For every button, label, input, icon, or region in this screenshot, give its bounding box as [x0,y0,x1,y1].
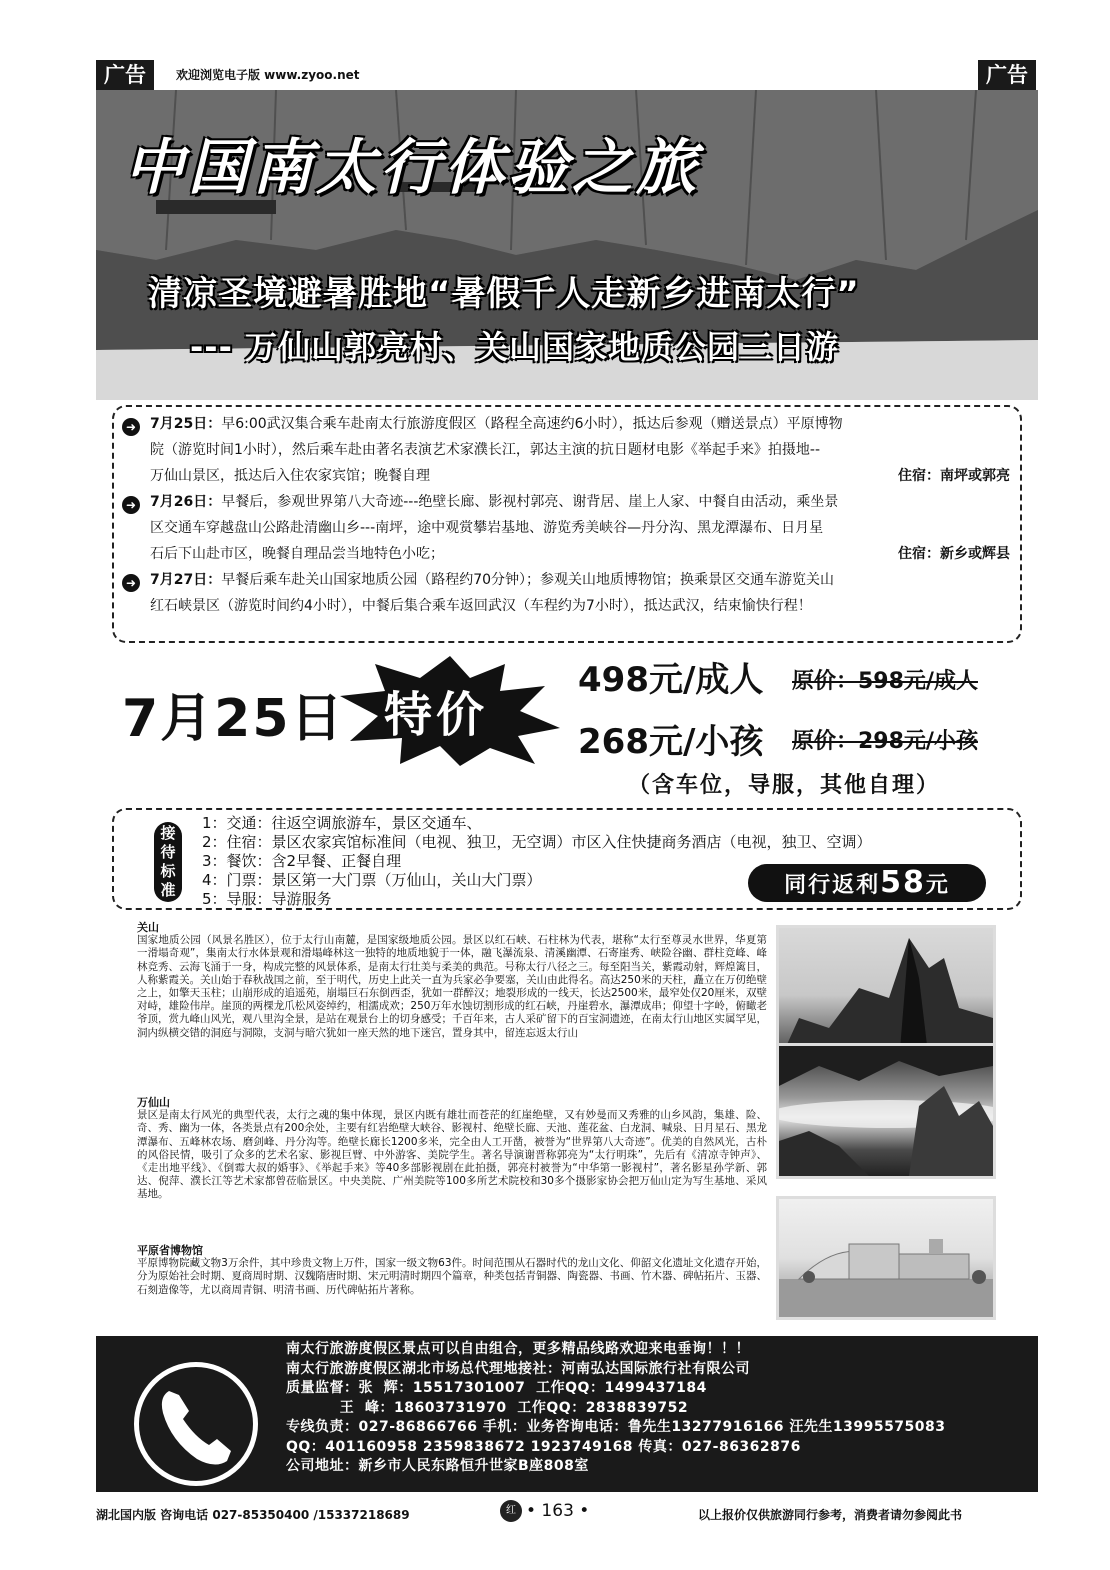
article-museum [137,1244,767,1297]
day-text: 红石峡景区（游览时间约4小时），中餐后集合乘车返回武汉（车程约为7小时），抵达武汉，结束愉快行程！ [150,598,812,614]
article-text: 景区是南太行风光的典型代表，太行之魂的集中体现，景区内既有雄壮而苍茫的红崖绝壁，又有妙曼而又秀雅的山乡风韵，集雄、险、奇、秀、幽为一体，各类景点有200余处，主要有红岩绝壁大峡谷、影视村、绝壁长廊、天池、莲花盆、白龙洞、喊泉、日月星石、黑龙潭瀑布、五峰林农场、磨剑峰、丹分沟等。绝壁长廊长1200多米，完全由人工开凿，被誉为“世界第八大奇迹”。优美的自然风光，古朴的风俗民情，吸引了众多的艺术名家、影视巨臂、中外游客、美院学生。著名导演谢晋称郭亮为“太行明珠”，先后有《清凉寺钟声》、《走出地平线》、《倒霉大叔的婚事》、《举起手来》等40多部影视剧在此拍摄，郭亮村被誉为“中华第一影视村”，著名影星孙学新、郭达、倪萍、濮长江等艺术家都曾莅临景区。中央美院、广州美院等100多所艺术院校和30多个摄影家协会把万仙山定为写生基地、采风基地。 [137,1109,767,1201]
article-guanshan [137,921,767,1040]
day-text: 早餐后，参观世界第八大奇迹---绝壁长廊、影视村郭亮、谢背居、崖上人家、中餐自由活动，乘坐景 [221,494,839,510]
footer-left: 湖北国内版 咨询电话 027-85350400 /15337218689 [96,1508,410,1522]
ad-tag-right: 广告 [978,60,1036,90]
day-date: 7月26日： [150,494,222,510]
day-date: 7月25日： [150,416,222,432]
standards-label-text: 接待标准 [160,824,176,899]
rebate-text: 同行返利 [784,873,881,898]
itinerary-box [112,405,1022,643]
cloud-mountain-photo [779,1046,993,1176]
article-text: 国家地质公园（风景名胜区），位于太行山南麓，是国家级地质公园。景区以红石峡、石柱林为代表，堪称“太行至尊灵水世界，华夏第一滑塌奇观”，集南太行水体景观和滑塌峰林这一独特的地质地貌于一体，融飞瀑流泉、清溪幽潭、石寄崖秀、峡险谷幽、群柱竞峰、峰林竞秀、云海飞涌于一身，构成完整的风景体系，是南太行壮美与柔美的典范。号称太行八径之三。每至阳当关，紫霞动射，辉煌篱目，人称紫霞关。关山始于春秋战国之前，至于明代，历史上此关一直为兵家必争要塞，关山由此得名。高达250米的天柱，矗立在万仞绝壁之上，如擎天玉柱；山崩形成的追遥苑，崩塌巨石东倒西歪，犹如一群醉汉；地裂形成的一线天，长达2500米，最窄处仅20厘米，双壁对峙，雄险伟岸。崖顶的两棵龙爪松风姿绰约，相濡成欢；250万年水蚀切割形成的红石峡，丹崖碧水，瀑潭成串；仰望十字岭，俯瞰老爷顶，赏九峰山风光，观八里沟全景，是站在观景台上的切身感受；千百年来，古人采矿留下的百宝洞遗迹，在南太行山地区实属罕见，洞内纵横交错的洞庭与洞隙，支洞与暗穴犹如一座天然的地下迷宫，置身其中，留连忘返太行山 [137,934,767,1039]
list-item: 4：门票：景区第一大门票（万仙山，关山大门票） [202,871,542,889]
list-item: 2：住宿：景区农家宾馆标准间（电视、独卫，无空调）市区入住快捷商务酒店（电视，独卫、空调） [202,833,872,851]
child-original-price: 原价：298元/小孩 [792,729,978,754]
photo-museum-building [776,1196,996,1320]
arrow-right-icon: ➜ [122,496,140,514]
standards-label [154,822,182,902]
museum-photo [779,1199,993,1317]
price-includes: （含车位，导服，其他自理） [628,773,941,798]
day-text: 万仙山景区，抵达后入住农家宾馆；晚餐自理 [150,468,430,484]
itinerary-day-2 [125,489,1010,567]
hero-banner [96,90,1038,400]
banner-subtitle: 清凉圣境避暑胜地“暑假千人走新乡进南太行” [148,274,860,314]
list-item: 3：餐饮：含2早餐、正餐自理 [202,852,402,870]
itinerary-day-1 [125,411,1010,489]
banner-title: 中国南太行体验之旅 [124,133,700,203]
contact-line: QQ：401160958 2359838672 1923749168 传真：027-86362876 [286,1438,801,1455]
deal-date: 7月25日 [122,689,345,749]
rebate-amount: 58 [880,865,926,900]
list-item: 1：交通：往返空调旅游车，景区交通车、 [202,814,482,832]
phone-icon-circle [134,1362,258,1486]
arrow-right-icon: ➜ [122,574,140,592]
contact-line: 王 峰：18603731970 工作QQ：2838839752 [286,1399,689,1416]
seal-icon: 红 [500,1500,522,1522]
article-title: 万仙山 [137,1096,170,1109]
footer-right: 以上报价仅供旅游同行参考，消费者请勿参阅此书 [698,1508,963,1522]
day-text: 院（游览时间1小时），然后乘车赴由著名表演艺术家濮长江，郭达主演的抗日题材电影《举起手来》拍摄地-- [150,442,821,458]
article-title: 关山 [137,921,159,934]
day-text: 早餐后乘车赴关山国家地质公园（路程约70分钟）；参观关山地质博物馆；换乘景区交通车游览关山 [221,572,835,588]
rebate-badge [748,864,986,902]
day-stay: 住宿：新乡或辉县 [898,546,1010,562]
day-date: 7月27日： [150,572,222,588]
article-text: 平原博物院藏文物3万余件，其中珍贵文物上万件，国家一级文物63件。时间范围从石器时代的龙山文化、仰韶文化遗址文化遗存开始，分为原始社会时期、夏商周时期、汉魏隋唐时期、宋元明清时期四个篇章，种类包括青铜器、陶瓷器、书画、竹木器、碑帖拓片、玉器、石刻造像等，尤以商周青铜、明清书画、历代碑帖拓片著称。 [137,1257,767,1296]
article-title: 平原省博物馆 [137,1244,203,1257]
child-price: 268元/小孩 [578,722,764,762]
adult-original-price: 原价：598元/成人 [792,669,978,694]
article-wanxianshan [137,1096,767,1202]
arrow-right-icon: ➜ [122,418,140,436]
page-number [500,1500,589,1522]
contact-line: 南太行旅游度假区景点可以自由组合，更多精品线路欢迎来电垂询！！！ [286,1341,750,1357]
ad-tag-left: 广告 [96,60,154,90]
contact-line: 公司地址：新乡市人民东路恒升世家B座808室 [286,1458,589,1474]
day-stay: 住宿：南坪或郭亮 [898,468,1010,484]
special-label: 特价 [384,687,489,743]
contact-line: 专线负责：027-86866766 手机：业务咨询电话：鲁先生13277916166 汪先生13995575083 [286,1419,946,1435]
day-text: 石后下山赴市区，晚餐自理品尝当地特色小吃； [150,546,444,562]
mountain-photo [779,928,993,1062]
site-url[interactable]: 欢迎浏览电子版 www.zyoo.net [176,68,360,82]
adult-price: 498元/成人 [578,660,764,700]
phone-icon [139,1367,253,1481]
photo-wanxianshan-clouds [776,1043,996,1179]
day-text: 早6:00武汉集合乘车赴南太行旅游度假区（路程全高速约6小时），抵达后参观（赠送景点）平原博物 [221,416,843,432]
page-number-text: • 163 • [526,1501,590,1521]
banner-subtitle-route: --- 万仙山郭亮村、关山国家地质公园三日游 [190,328,839,366]
list-item: 5：导服：导游服务 [202,890,332,908]
rebate-unit: 元 [925,873,950,898]
contact-line: 南太行旅游度假区湖北市场总代理地接社：河南弘达国际旅行社有限公司 [286,1360,750,1377]
contact-panel [96,1336,1038,1492]
contact-line: 质量监督：张 辉：15517301007 工作QQ：1499437184 [286,1380,707,1396]
contact-lines [286,1340,946,1477]
day-text: 区交通车穿越盘山公路赴清幽山乡---南坪，途中观赏攀岩基地、游览秀美峡谷—丹分沟、黑龙潭瀑布、日月星 [150,520,824,536]
itinerary-day-3 [125,567,1010,619]
